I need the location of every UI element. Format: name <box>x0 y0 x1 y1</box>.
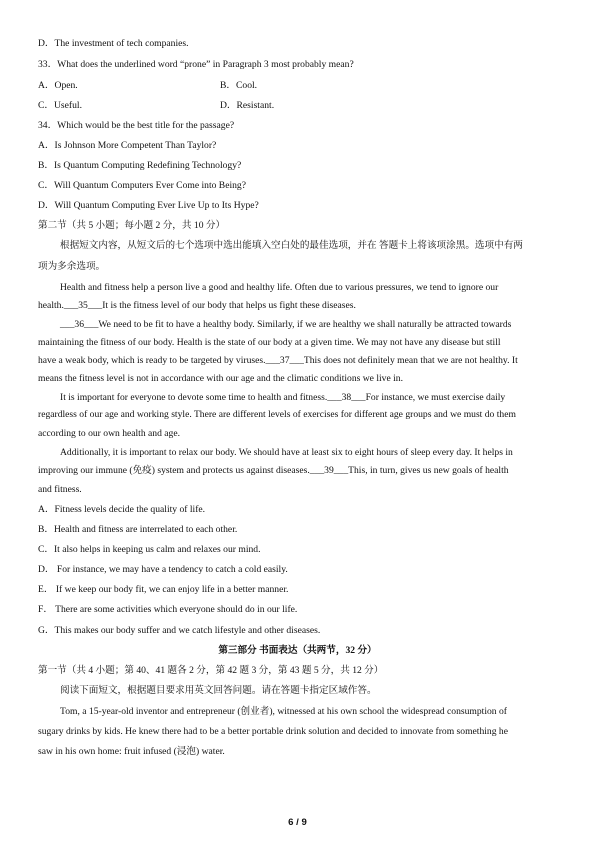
q33-option-b: B．Cool. <box>220 80 258 91</box>
q33-option-a: A．Open. <box>38 80 78 91</box>
option-d: D． For instance, we may have a tendency to catch a cold easily. <box>38 564 288 575</box>
paragraph-2-line-4: means the fitness level is not in accordance with our age and the climatic conditions we live in. <box>38 373 403 384</box>
tom-paragraph-line-2: sugary drinks by kids. He knew there had to be a better portable drink solution and decided to innovate from something he <box>38 726 508 737</box>
part-3-section-1-heading: 第一节（共 4 小题；第 40、41 题各 2 分，第 42 题 3 分，第 43 题 5 分，共 12 分） <box>38 665 384 676</box>
paragraph-3-line-1: It is important for everyone to devote some time to health and fitness.___38___For instance, we must exercise daily <box>60 392 506 403</box>
option-e: E． If we keep our body fit, we can enjoy life in a better manner. <box>38 584 289 595</box>
paragraph-4-line-3: and fitness. <box>38 484 82 495</box>
q34-option-d: D．Will Quantum Computing Ever Live Up to Its Hype? <box>38 200 259 211</box>
q32-option-d: D．The investment of tech companies. <box>38 38 189 49</box>
page-number: 6 / 9 <box>288 817 307 828</box>
part-3-instructions: 阅读下面短文，根据题目要求用英文回答问题。请在答题卡指定区域作答。 <box>60 685 377 696</box>
option-g: G．This makes our body suffer and we catch lifestyle and other diseases. <box>38 625 321 636</box>
q33-options-row-2 <box>38 100 562 112</box>
tom-paragraph-line-1: Tom, a 15-year-old inventor and entrepreneur (创业者), witnessed at his own school the widespread consumption of <box>60 706 507 717</box>
paragraph-4-line-2: improving our immune (免疫) system and protects us against diseases.___39___This, in turn, gives us new goals of health <box>38 465 509 476</box>
paragraph-1-line-2: health.___35___It is the fitness level of our body that helps us fight these diseases. <box>38 300 356 311</box>
paragraph-2-line-1: ___36___We need to be fit to have a healthy body. Similarly, if we are healthy we shall naturally be attracted towards <box>60 319 512 330</box>
paragraph-1-line-1: Health and fitness help a person live a good and healthy life. Often due to various pressures, we tend to ignore our <box>60 282 499 293</box>
q33-option-c: C．Useful. <box>38 100 82 111</box>
tom-paragraph-line-3: saw in his own home: fruit infused (浸泡) water. <box>38 746 225 757</box>
q34-option-a: A．Is Johnson More Competent Than Taylor? <box>38 140 217 151</box>
q34-option-b: B．Is Quantum Computing Redefining Technology? <box>38 160 242 171</box>
q34-stem: 34．Which would be the best title for the passage? <box>38 120 235 131</box>
q33-options-row-1 <box>38 80 562 92</box>
q33-option-d: D．Resistant. <box>220 100 275 111</box>
paragraph-2-line-2: maintaining the fitness of our body. Health is the state of our body at a given time. We may not have any disease but still <box>38 337 501 348</box>
option-a: A．Fitness levels decide the quality of life. <box>38 504 206 515</box>
paragraph-2-line-3: have a weak body, which is ready to be targeted by viruses.___37___This does not definitely mean that we are not healthy. It <box>38 355 518 366</box>
section-2-instructions-line-2: 项为多余选项。 <box>38 261 106 272</box>
paragraph-3-line-2: regardless of our age and working style. There are different levels of exercises for different age groups and we must do them <box>38 409 516 420</box>
paragraph-4-line-1: Additionally, it is important to relax our body. We should have at least six to eight hours of sleep every day. It helps in <box>60 447 513 458</box>
paragraph-3-line-3: according to our own health and age. <box>38 428 180 439</box>
option-b: B．Health and fitness are interrelated to each other. <box>38 524 238 535</box>
q33-stem: 33．What does the underlined word “prone” in Paragraph 3 most probably mean? <box>38 59 354 70</box>
q34-option-c: C．Will Quantum Computers Ever Come into Being? <box>38 180 246 191</box>
part-3-heading: 第三部分 书面表达（共两节，32 分） <box>218 645 377 656</box>
section-2-instructions-line-1: 根据短文内容，从短文后的七个选项中选出能填入空白处的最佳选项，并在 答题卡上将该项涂黑。选项中有两 <box>60 240 523 251</box>
option-c: C．It also helps in keeping us calm and relaxes our mind. <box>38 544 261 555</box>
option-f: F． There are some activities which everyone should do in our life. <box>38 604 298 615</box>
section-2-heading: 第二节（共 5 小题；每小题 2 分，共 10 分） <box>38 220 226 231</box>
